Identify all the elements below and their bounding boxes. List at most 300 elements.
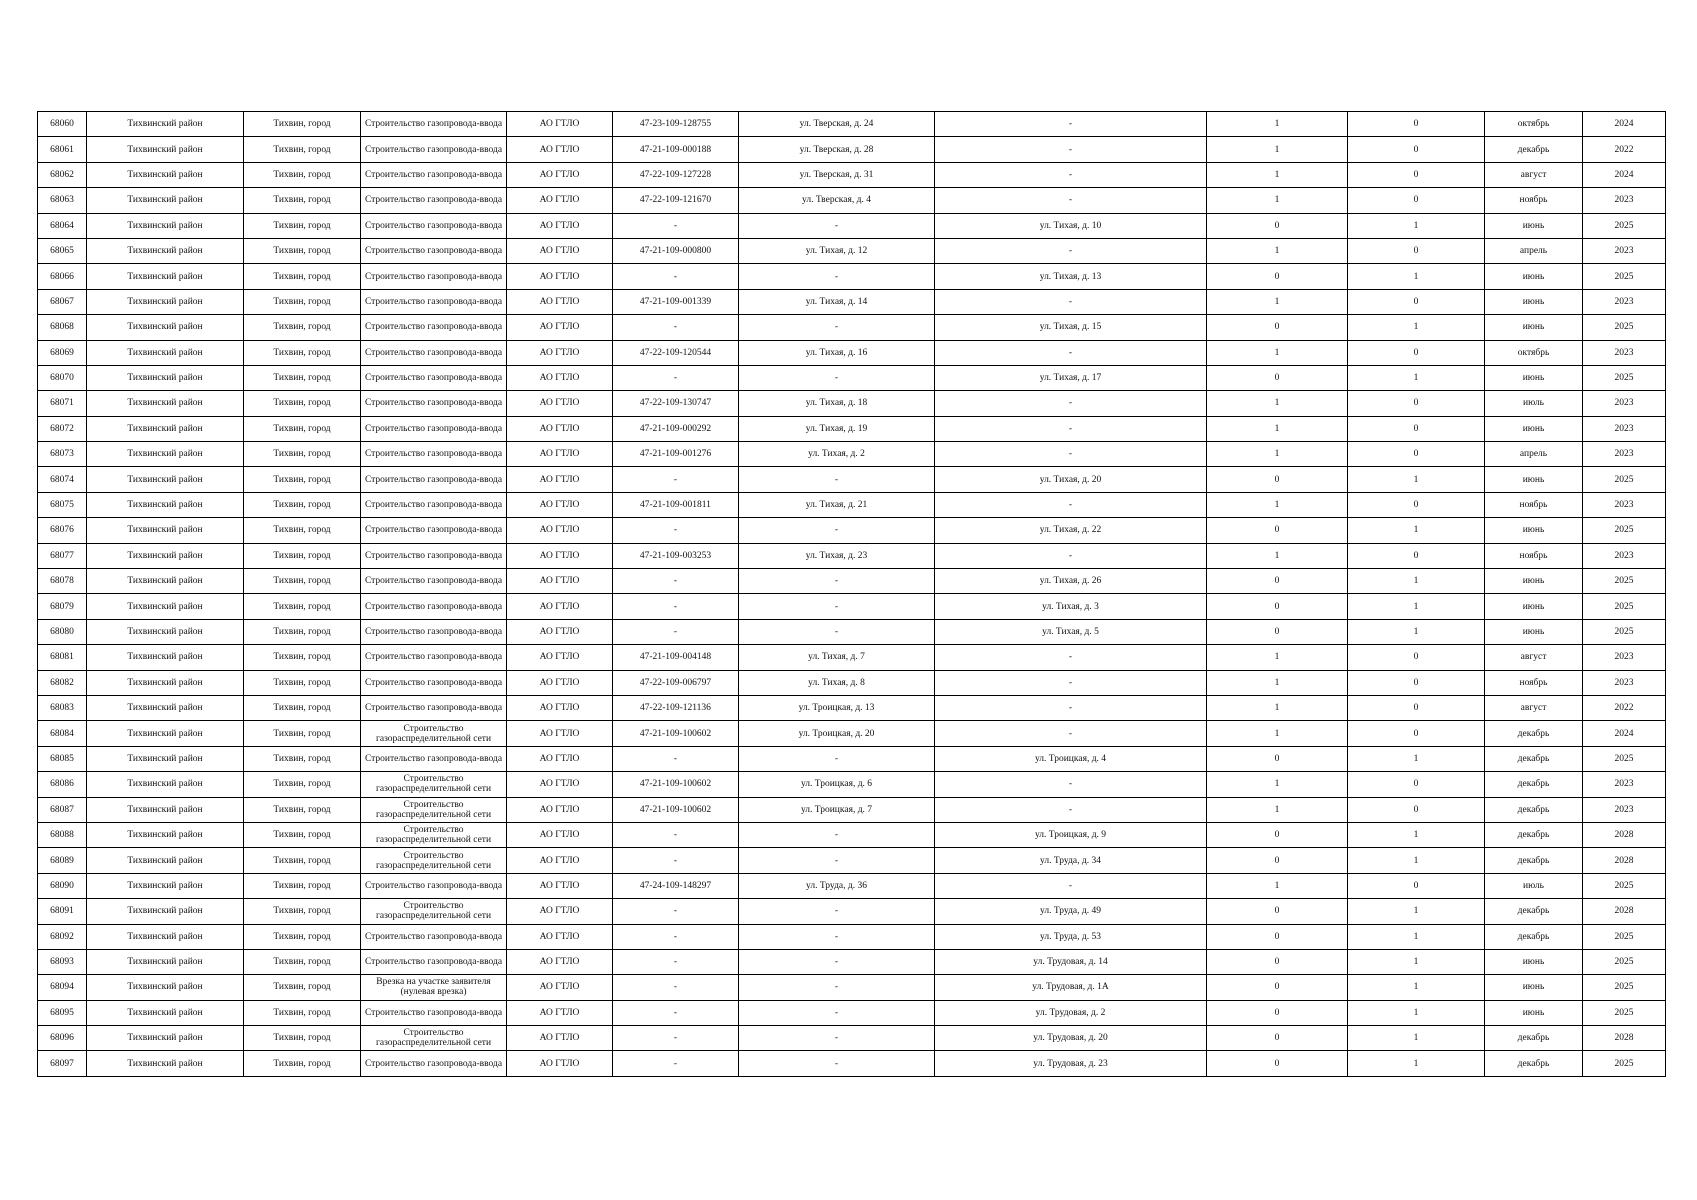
cell-count-a: 0 — [1207, 315, 1348, 340]
cell-year: 2025 — [1583, 949, 1666, 974]
cell-settlement: Тихвин, город — [244, 289, 361, 314]
cell-address: ул. Тихая, д. 12 — [739, 238, 935, 263]
cell-settlement: Тихвин, город — [244, 238, 361, 263]
cell-month: август — [1485, 695, 1583, 720]
cell-cadastral-number: - — [613, 924, 739, 949]
cell-count-a: 0 — [1207, 848, 1348, 873]
cell-address-new: - — [935, 873, 1207, 898]
cell-month: июнь — [1485, 365, 1583, 390]
cell-count-b: 0 — [1348, 137, 1485, 162]
cell-row-id: 68063 — [38, 188, 87, 213]
cell-organization: АО ГТЛО — [507, 315, 613, 340]
cell-count-b: 1 — [1348, 924, 1485, 949]
cell-year: 2022 — [1583, 137, 1666, 162]
cell-address-new: ул. Трудовая, д. 2 — [935, 1000, 1207, 1025]
cell-organization: АО ГТЛО — [507, 365, 613, 390]
cell-count-a: 0 — [1207, 924, 1348, 949]
cell-cadastral-number: 47-22-109-121136 — [613, 695, 739, 720]
cell-month: июнь — [1485, 1000, 1583, 1025]
data-table — [37, 111, 1666, 1077]
cell-settlement: Тихвин, город — [244, 213, 361, 238]
cell-address-new: - — [935, 289, 1207, 314]
cell-work-type: Строительство газопровода-ввода — [361, 238, 507, 263]
cell-work-type: Строительство газопровода-ввода — [361, 162, 507, 187]
cell-organization: АО ГТЛО — [507, 975, 613, 1000]
cell-count-b: 0 — [1348, 340, 1485, 365]
cell-organization: АО ГТЛО — [507, 848, 613, 873]
cell-count-b: 1 — [1348, 848, 1485, 873]
cell-cadastral-number: 47-21-109-004148 — [613, 645, 739, 670]
cell-settlement: Тихвин, город — [244, 899, 361, 924]
cell-count-b: 0 — [1348, 721, 1485, 746]
cell-count-b: 0 — [1348, 543, 1485, 568]
cell-count-b: 1 — [1348, 949, 1485, 974]
cell-month: июнь — [1485, 416, 1583, 441]
cell-count-a: 1 — [1207, 391, 1348, 416]
cell-address: - — [739, 569, 935, 594]
cell-year: 2024 — [1583, 721, 1666, 746]
cell-count-a: 0 — [1207, 264, 1348, 289]
cell-count-b: 0 — [1348, 289, 1485, 314]
cell-address: ул. Тихая, д. 21 — [739, 492, 935, 517]
cell-count-b: 1 — [1348, 467, 1485, 492]
cell-work-type: Строительство газопровода-ввода — [361, 746, 507, 771]
cell-settlement: Тихвин, город — [244, 315, 361, 340]
cell-organization: АО ГТЛО — [507, 721, 613, 746]
cell-work-type: Строительство газопровода-ввода — [361, 416, 507, 441]
cell-cadastral-number: 47-21-109-000292 — [613, 416, 739, 441]
cell-settlement: Тихвин, город — [244, 442, 361, 467]
cell-cadastral-number: 47-21-109-100602 — [613, 797, 739, 822]
cell-row-id: 68074 — [38, 467, 87, 492]
cell-address-new: ул. Тихая, д. 26 — [935, 569, 1207, 594]
cell-cadastral-number: 47-21-109-100602 — [613, 772, 739, 797]
cell-year: 2025 — [1583, 975, 1666, 1000]
cell-work-type: Строительство газопровода-ввода — [361, 594, 507, 619]
cell-address-new: - — [935, 442, 1207, 467]
cell-address-new: ул. Тихая, д. 5 — [935, 619, 1207, 644]
cell-work-type: Строительство газораспределительной сети — [361, 899, 507, 924]
cell-district: Тихвинский район — [87, 213, 244, 238]
cell-year: 2023 — [1583, 188, 1666, 213]
cell-organization: АО ГТЛО — [507, 873, 613, 898]
table-row — [38, 721, 1666, 746]
cell-cadastral-number: 47-21-109-000800 — [613, 238, 739, 263]
cell-organization: АО ГТЛО — [507, 949, 613, 974]
cell-month: июнь — [1485, 315, 1583, 340]
cell-work-type: Строительство газопровода-ввода — [361, 391, 507, 416]
cell-year: 2023 — [1583, 772, 1666, 797]
table-row — [38, 543, 1666, 568]
cell-year: 2028 — [1583, 1026, 1666, 1051]
cell-work-type: Строительство газораспределительной сети — [361, 1026, 507, 1051]
cell-district: Тихвинский район — [87, 1051, 244, 1076]
cell-year: 2023 — [1583, 797, 1666, 822]
cell-year: 2023 — [1583, 340, 1666, 365]
cell-year: 2025 — [1583, 467, 1666, 492]
cell-row-id: 68067 — [38, 289, 87, 314]
cell-address-new: ул. Тихая, д. 22 — [935, 518, 1207, 543]
table-row — [38, 569, 1666, 594]
cell-count-b: 1 — [1348, 365, 1485, 390]
cell-year: 2025 — [1583, 569, 1666, 594]
cell-district: Тихвинский район — [87, 594, 244, 619]
table-row — [38, 238, 1666, 263]
cell-row-id: 68088 — [38, 822, 87, 847]
cell-address-new: ул. Труда, д. 34 — [935, 848, 1207, 873]
cell-count-a: 0 — [1207, 594, 1348, 619]
cell-district: Тихвинский район — [87, 340, 244, 365]
cell-count-a: 1 — [1207, 492, 1348, 517]
table-row — [38, 162, 1666, 187]
cell-row-id: 68091 — [38, 899, 87, 924]
table-row — [38, 213, 1666, 238]
table-row — [38, 188, 1666, 213]
cell-settlement: Тихвин, город — [244, 416, 361, 441]
cell-organization: АО ГТЛО — [507, 772, 613, 797]
table-body — [38, 112, 1666, 1077]
cell-organization: АО ГТЛО — [507, 645, 613, 670]
cell-month: ноябрь — [1485, 670, 1583, 695]
cell-district: Тихвинский район — [87, 543, 244, 568]
cell-count-a: 1 — [1207, 162, 1348, 187]
table-row — [38, 442, 1666, 467]
cell-count-a: 1 — [1207, 442, 1348, 467]
table-row — [38, 137, 1666, 162]
cell-organization: АО ГТЛО — [507, 569, 613, 594]
cell-organization: АО ГТЛО — [507, 543, 613, 568]
cell-settlement: Тихвин, город — [244, 924, 361, 949]
cell-count-a: 1 — [1207, 137, 1348, 162]
cell-year: 2025 — [1583, 1051, 1666, 1076]
table-row — [38, 949, 1666, 974]
cell-count-b: 1 — [1348, 1051, 1485, 1076]
cell-count-a: 0 — [1207, 1051, 1348, 1076]
cell-district: Тихвинский район — [87, 238, 244, 263]
cell-cadastral-number: 47-22-109-121670 — [613, 188, 739, 213]
cell-cadastral-number: - — [613, 949, 739, 974]
cell-address-new: ул. Тихая, д. 10 — [935, 213, 1207, 238]
cell-address-new: ул. Трудовая, д. 1А — [935, 975, 1207, 1000]
cell-work-type: Строительство газопровода-ввода — [361, 467, 507, 492]
cell-address: ул. Тверская, д. 28 — [739, 137, 935, 162]
cell-work-type: Строительство газопровода-ввода — [361, 1051, 507, 1076]
cell-month: апрель — [1485, 238, 1583, 263]
cell-count-a: 1 — [1207, 112, 1348, 137]
cell-settlement: Тихвин, город — [244, 543, 361, 568]
cell-district: Тихвинский район — [87, 721, 244, 746]
cell-district: Тихвинский район — [87, 162, 244, 187]
cell-cadastral-number: - — [613, 746, 739, 771]
cell-district: Тихвинский район — [87, 416, 244, 441]
cell-month: июнь — [1485, 594, 1583, 619]
cell-organization: АО ГТЛО — [507, 289, 613, 314]
cell-cadastral-number: 47-22-109-127228 — [613, 162, 739, 187]
cell-district: Тихвинский район — [87, 391, 244, 416]
cell-count-b: 0 — [1348, 162, 1485, 187]
table-row — [38, 467, 1666, 492]
cell-address-new: - — [935, 238, 1207, 263]
cell-district: Тихвинский район — [87, 924, 244, 949]
cell-address: - — [739, 264, 935, 289]
cell-row-id: 68077 — [38, 543, 87, 568]
cell-settlement: Тихвин, город — [244, 975, 361, 1000]
cell-row-id: 68075 — [38, 492, 87, 517]
cell-district: Тихвинский район — [87, 315, 244, 340]
cell-address-new: ул. Тихая, д. 17 — [935, 365, 1207, 390]
cell-cadastral-number: 47-21-109-001276 — [613, 442, 739, 467]
cell-address: ул. Тихая, д. 8 — [739, 670, 935, 695]
cell-row-id: 68090 — [38, 873, 87, 898]
table-row — [38, 1051, 1666, 1076]
cell-district: Тихвинский район — [87, 264, 244, 289]
cell-settlement: Тихвин, город — [244, 695, 361, 720]
cell-address-new: ул. Труда, д. 53 — [935, 924, 1207, 949]
cell-row-id: 68073 — [38, 442, 87, 467]
cell-year: 2023 — [1583, 416, 1666, 441]
cell-year: 2022 — [1583, 695, 1666, 720]
cell-month: июнь — [1485, 949, 1583, 974]
cell-month: июль — [1485, 873, 1583, 898]
cell-settlement: Тихвин, город — [244, 188, 361, 213]
cell-work-type: Строительство газораспределительной сети — [361, 822, 507, 847]
cell-district: Тихвинский район — [87, 289, 244, 314]
cell-count-a: 0 — [1207, 467, 1348, 492]
cell-address: - — [739, 975, 935, 1000]
cell-work-type: Строительство газопровода-ввода — [361, 670, 507, 695]
cell-row-id: 68061 — [38, 137, 87, 162]
cell-address-new: - — [935, 416, 1207, 441]
cell-organization: АО ГТЛО — [507, 518, 613, 543]
cell-count-b: 1 — [1348, 594, 1485, 619]
cell-address: - — [739, 1051, 935, 1076]
table-row — [38, 645, 1666, 670]
cell-address: ул. Тихая, д. 2 — [739, 442, 935, 467]
cell-count-b: 0 — [1348, 797, 1485, 822]
cell-work-type: Строительство газопровода-ввода — [361, 112, 507, 137]
cell-count-a: 1 — [1207, 645, 1348, 670]
cell-year: 2025 — [1583, 315, 1666, 340]
cell-work-type: Строительство газопровода-ввода — [361, 619, 507, 644]
cell-count-b: 0 — [1348, 492, 1485, 517]
cell-organization: АО ГТЛО — [507, 188, 613, 213]
cell-organization: АО ГТЛО — [507, 264, 613, 289]
cell-row-id: 68081 — [38, 645, 87, 670]
cell-row-id: 68082 — [38, 670, 87, 695]
cell-organization: АО ГТЛО — [507, 137, 613, 162]
cell-year: 2025 — [1583, 594, 1666, 619]
cell-year: 2025 — [1583, 873, 1666, 898]
cell-month: ноябрь — [1485, 543, 1583, 568]
cell-work-type: Врезка на участке заявителя (нулевая врезка) — [361, 975, 507, 1000]
cell-cadastral-number: - — [613, 1000, 739, 1025]
cell-cadastral-number: - — [613, 1051, 739, 1076]
cell-count-a: 1 — [1207, 670, 1348, 695]
cell-year: 2028 — [1583, 899, 1666, 924]
cell-month: апрель — [1485, 442, 1583, 467]
cell-year: 2028 — [1583, 848, 1666, 873]
cell-address: ул. Тихая, д. 23 — [739, 543, 935, 568]
cell-organization: АО ГТЛО — [507, 924, 613, 949]
cell-settlement: Тихвин, город — [244, 1000, 361, 1025]
cell-cadastral-number: - — [613, 822, 739, 847]
cell-address: ул. Тихая, д. 14 — [739, 289, 935, 314]
cell-address-new: ул. Тихая, д. 3 — [935, 594, 1207, 619]
cell-count-a: 0 — [1207, 899, 1348, 924]
cell-organization: АО ГТЛО — [507, 391, 613, 416]
cell-count-a: 1 — [1207, 873, 1348, 898]
cell-cadastral-number: - — [613, 213, 739, 238]
cell-district: Тихвинский район — [87, 1000, 244, 1025]
cell-settlement: Тихвин, город — [244, 1051, 361, 1076]
cell-month: декабрь — [1485, 822, 1583, 847]
cell-address: ул. Тихая, д. 19 — [739, 416, 935, 441]
cell-cadastral-number: - — [613, 315, 739, 340]
table-row — [38, 492, 1666, 517]
cell-count-a: 0 — [1207, 619, 1348, 644]
cell-settlement: Тихвин, город — [244, 797, 361, 822]
table-row — [38, 848, 1666, 873]
cell-settlement: Тихвин, город — [244, 721, 361, 746]
cell-month: июнь — [1485, 213, 1583, 238]
cell-address-new: - — [935, 391, 1207, 416]
table-row — [38, 822, 1666, 847]
cell-count-a: 0 — [1207, 1026, 1348, 1051]
cell-count-a: 0 — [1207, 213, 1348, 238]
cell-district: Тихвинский район — [87, 797, 244, 822]
cell-work-type: Строительство газопровода-ввода — [361, 873, 507, 898]
cell-settlement: Тихвин, город — [244, 340, 361, 365]
cell-organization: АО ГТЛО — [507, 1000, 613, 1025]
cell-cadastral-number: - — [613, 569, 739, 594]
cell-address: - — [739, 518, 935, 543]
cell-address: ул. Троицкая, д. 13 — [739, 695, 935, 720]
cell-year: 2024 — [1583, 112, 1666, 137]
cell-month: декабрь — [1485, 1051, 1583, 1076]
cell-work-type: Строительство газопровода-ввода — [361, 543, 507, 568]
cell-address: - — [739, 949, 935, 974]
cell-district: Тихвинский район — [87, 772, 244, 797]
cell-cadastral-number: - — [613, 467, 739, 492]
cell-work-type: Строительство газопровода-ввода — [361, 645, 507, 670]
cell-count-a: 1 — [1207, 543, 1348, 568]
cell-month: октябрь — [1485, 112, 1583, 137]
cell-settlement: Тихвин, город — [244, 594, 361, 619]
cell-work-type: Строительство газораспределительной сети — [361, 797, 507, 822]
cell-year: 2023 — [1583, 645, 1666, 670]
cell-year: 2023 — [1583, 670, 1666, 695]
cell-cadastral-number: - — [613, 899, 739, 924]
cell-count-b: 0 — [1348, 391, 1485, 416]
cell-month: декабрь — [1485, 848, 1583, 873]
table-row — [38, 112, 1666, 137]
cell-district: Тихвинский район — [87, 695, 244, 720]
cell-count-a: 1 — [1207, 238, 1348, 263]
cell-row-id: 68080 — [38, 619, 87, 644]
cell-row-id: 68092 — [38, 924, 87, 949]
cell-work-type: Строительство газопровода-ввода — [361, 137, 507, 162]
cell-address-new: ул. Трудовая, д. 23 — [935, 1051, 1207, 1076]
cell-work-type: Строительство газораспределительной сети — [361, 848, 507, 873]
cell-count-a: 1 — [1207, 772, 1348, 797]
cell-address-new: - — [935, 188, 1207, 213]
table-row — [38, 594, 1666, 619]
cell-month: август — [1485, 162, 1583, 187]
cell-row-id: 68072 — [38, 416, 87, 441]
cell-organization: АО ГТЛО — [507, 822, 613, 847]
cell-year: 2023 — [1583, 289, 1666, 314]
cell-count-a: 1 — [1207, 797, 1348, 822]
cell-count-b: 1 — [1348, 518, 1485, 543]
cell-district: Тихвинский район — [87, 112, 244, 137]
cell-settlement: Тихвин, город — [244, 822, 361, 847]
cell-cadastral-number: 47-21-109-001339 — [613, 289, 739, 314]
cell-settlement: Тихвин, город — [244, 619, 361, 644]
cell-count-b: 1 — [1348, 822, 1485, 847]
cell-address-new: ул. Трудовая, д. 14 — [935, 949, 1207, 974]
cell-address: ул. Тихая, д. 7 — [739, 645, 935, 670]
cell-district: Тихвинский район — [87, 645, 244, 670]
cell-address-new: ул. Троицкая, д. 9 — [935, 822, 1207, 847]
cell-year: 2023 — [1583, 238, 1666, 263]
table-row — [38, 772, 1666, 797]
cell-cadastral-number: 47-21-109-001811 — [613, 492, 739, 517]
cell-row-id: 68089 — [38, 848, 87, 873]
cell-district: Тихвинский район — [87, 848, 244, 873]
cell-year: 2025 — [1583, 365, 1666, 390]
cell-row-id: 68069 — [38, 340, 87, 365]
cell-settlement: Тихвин, город — [244, 467, 361, 492]
cell-address-new: - — [935, 772, 1207, 797]
cell-organization: АО ГТЛО — [507, 340, 613, 365]
table-row — [38, 264, 1666, 289]
cell-count-b: 1 — [1348, 213, 1485, 238]
cell-count-b: 0 — [1348, 416, 1485, 441]
cell-year: 2025 — [1583, 264, 1666, 289]
cell-cadastral-number: - — [613, 365, 739, 390]
cell-row-id: 68093 — [38, 949, 87, 974]
cell-district: Тихвинский район — [87, 670, 244, 695]
cell-row-id: 68065 — [38, 238, 87, 263]
cell-address: - — [739, 1000, 935, 1025]
cell-cadastral-number: - — [613, 264, 739, 289]
cell-work-type: Строительство газопровода-ввода — [361, 1000, 507, 1025]
cell-count-a: 0 — [1207, 518, 1348, 543]
cell-count-a: 1 — [1207, 416, 1348, 441]
cell-settlement: Тихвин, город — [244, 162, 361, 187]
cell-row-id: 68087 — [38, 797, 87, 822]
cell-month: ноябрь — [1485, 188, 1583, 213]
cell-address-new: - — [935, 645, 1207, 670]
cell-row-id: 68062 — [38, 162, 87, 187]
cell-row-id: 68083 — [38, 695, 87, 720]
cell-district: Тихвинский район — [87, 518, 244, 543]
cell-month: июнь — [1485, 289, 1583, 314]
cell-district: Тихвинский район — [87, 949, 244, 974]
cell-row-id: 68096 — [38, 1026, 87, 1051]
cell-address-new: ул. Тихая, д. 13 — [935, 264, 1207, 289]
cell-address-new: ул. Тихая, д. 20 — [935, 467, 1207, 492]
table-row — [38, 670, 1666, 695]
table-row — [38, 518, 1666, 543]
table-row — [38, 619, 1666, 644]
cell-row-id: 68097 — [38, 1051, 87, 1076]
cell-row-id: 68086 — [38, 772, 87, 797]
cell-row-id: 68076 — [38, 518, 87, 543]
cell-organization: АО ГТЛО — [507, 416, 613, 441]
cell-district: Тихвинский район — [87, 1026, 244, 1051]
table-row — [38, 695, 1666, 720]
